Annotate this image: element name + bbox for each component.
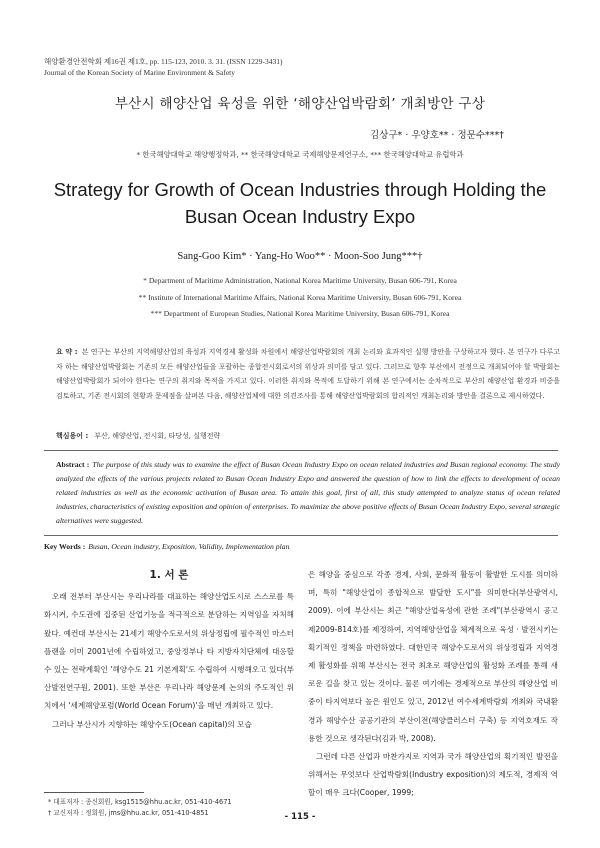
keywords-korean — [56, 431, 560, 441]
affiliation-3: *** Department of European Studies, National Korea Maritime University, Busan 606-791, Korea — [150, 309, 450, 318]
journal-header — [44, 56, 564, 78]
abstract-korean-label: 요 약 : — [56, 348, 78, 356]
keywords-english — [44, 542, 558, 551]
abstract-english-label: Abstract : — [56, 460, 90, 469]
abstract-korean-text: 본 연구는 부산의 지역해양산업의 육성과 지역경제 활성화 차원에서 해양산업박람회의 개최 논리와 효과적인 실행 방안을 구상하고자 했다. 본 연구가 다루고자 하는 해양산업박람회는 기존의 모든 해양산업들을 포괄하는 종합전시회로서의 위상과 의미를 담고 있다. 그러므로 향후 부산에서 전정으로 개최되어야 할 박람회는 해양산업박람회가 되어야 한다는 연구의 취지와 목적을 가지고 있다. 이러한 취지와 목적에 도달하기 위해 본 연구에서는 순차적으로 부산의 해양산업 환경과 비중을 검토하고, 기존 전시회의 현황과 문제점을 살펴본 다음, 해양산업체에 대한 의견조사를 통해 해양산업박람회의 합리적인 개최논리와 방안을 결론으로 제시하였다. — [56, 348, 560, 400]
title-korean: 부산시 해양산업 육성을 위한 ‘해양산업박람회’ 개최방안 구상 — [114, 96, 486, 112]
body-column-left — [44, 563, 294, 734]
abstract-korean — [56, 345, 560, 403]
abstract-english — [56, 458, 560, 528]
body-column-right — [308, 566, 558, 803]
keywords-korean-text: 부산, 해양산업, 전시회, 타당성, 실행전략 — [94, 432, 221, 440]
journal-citation-ko: 해양환경안전학회 제16권 제1호, pp. 115-123, 2010. 3. 31. (ISSN 1229-3431) — [44, 57, 283, 66]
affiliations-korean: * 한국해양대학교 해양행정학과, ** 한국해양대학교 국제해양문제연구소, *** 한국해양대학교 유럽학과 — [136, 150, 464, 159]
authors-english: Sang-Goo Kim* · Yang-Ho Woo** · Moon-Soo Jung***† — [177, 251, 423, 262]
abstract-english-text: The purpose of this study was to examine the effect of Busan Ocean Industry Expo on ocean related industries and Busan regional economy. The study analyzed the effects of the various projects related to Busan Ocean Industry Expo and answered the question of how to link the effects to development of ocean related industries as well as the economic activation of Busan area. To attain this goal, first of all, this study attempted to analyze status of ocean related industries, characteristics of existing exposition and opinion of enterprises. To maximize the above positive effects of Busan Ocean Industry Expo, several strategic alternatives were suggested. — [56, 460, 560, 525]
footnote-corresponding-author: † 교신저자 : 정회원, jms@hhu.ac.kr, 051-410-4851 — [48, 809, 209, 817]
affiliation-2: ** Institute of International Maritime Affairs, National Korea Maritime University, Busan 606-791, Korea — [138, 292, 462, 302]
affiliations-english — [0, 273, 600, 323]
body-paragraph: 그런데 다른 산업과 마찬가지로 지역과 국가 해양산업의 획기적인 발전을 위해서는 무엇보다 산업박람회(Industry exposition)의 제도적, 경제적 역할이 매우 크다(Cooper, 1999; — [308, 752, 558, 798]
body-paragraph: 은 해양을 중심으로 각종 경제, 사회, 문화적 활동이 활발한 도시를 의미하며, 특히 "해양산업이 종합적으로 발달한 도시"를 의미한다(부산광역시, 2009). 이에 부산시는 최근 "해양산업육성에 관한 조례"(부산광역시 공고 제2009-814호)를 제정하여, 지역해양산업을 체계적으로 육성 · 발전시키는 획기적인 정책을 마련하였다. 대한민국 해양수도로서의 위상정립과 지역경제 활성화를 위해 부산시는 전국 최초로 해양산업의 활성화 조례를 통해 새로운 길을 찾고 있는 것이다. 물론 여기에는 경제적으로 부산의 해양산업 비중이 타지역보다 높은 원인도 있고, 2012년 여수세계박람회 개최와 국내환경과 해양수산 공공기관의 부산이전(해양클러스터 구축) 등 지역호재도 작용한 것으로 생각된다(김과 박, 2008). — [308, 570, 558, 743]
authors-korean: 김상구* · 우양호** · 정문수***† — [370, 130, 504, 141]
divider-top — [44, 450, 558, 451]
body-paragraph: 오래 전부터 부산시는 우리나라를 대표하는 해양산업도시로 스스로를 특화시켜, 수도권에 집중된 산업기능을 적극적으로 분담하는 지역임을 자처해 왔다. 예컨대 부산시는 21세기 해양수도로서의 위상정립에 필수적인 마스터플랜을 이미 2001년에 수립하였고, 중앙정부나 타 지방자치단체에 대응할 수 있는 전략계획인 '해양수도 21 기본계획'도 수립하여 시행해오고 있다(부산발전연구원, 2001). 또한 부산은 우리나라 해양문제 논의의 주도적인 위치에서 '세계해양포럼(World Ocean Forum)'을 매년 개최하고 있다. — [44, 592, 294, 711]
section-heading-introduction: 1. 서 론 — [149, 569, 189, 581]
affiliation-1: * Department of Maritime Administration, National Korea Maritime University, Busan 606-791, Korea — [143, 276, 457, 285]
page-number: - 115 - — [284, 812, 316, 822]
keywords-korean-label: 핵심용어 : — [56, 432, 89, 440]
footnote-divider — [44, 792, 144, 793]
footnote-lead-author: * 대표저자 : 종신회원, ksg1515@hhu.ac.kr, 051-410-4671 — [48, 798, 232, 806]
keywords-english-text: Busan, Ocean industry, Exposition, Validity, Implementation plan — [88, 542, 290, 551]
keywords-english-label: Key Words : — [44, 542, 86, 551]
journal-name-en: Journal of the Korean Society of Marine Environment & Safety — [44, 68, 235, 77]
body-paragraph: 그러나 부산시가 지향하는 해양수도(Ocean capital)의 모습 — [52, 719, 252, 729]
title-english: Strategy for Growth of Ocean Industries through Holding the Busan Ocean Industry Expo — [53, 179, 547, 227]
divider-bottom — [44, 535, 558, 536]
